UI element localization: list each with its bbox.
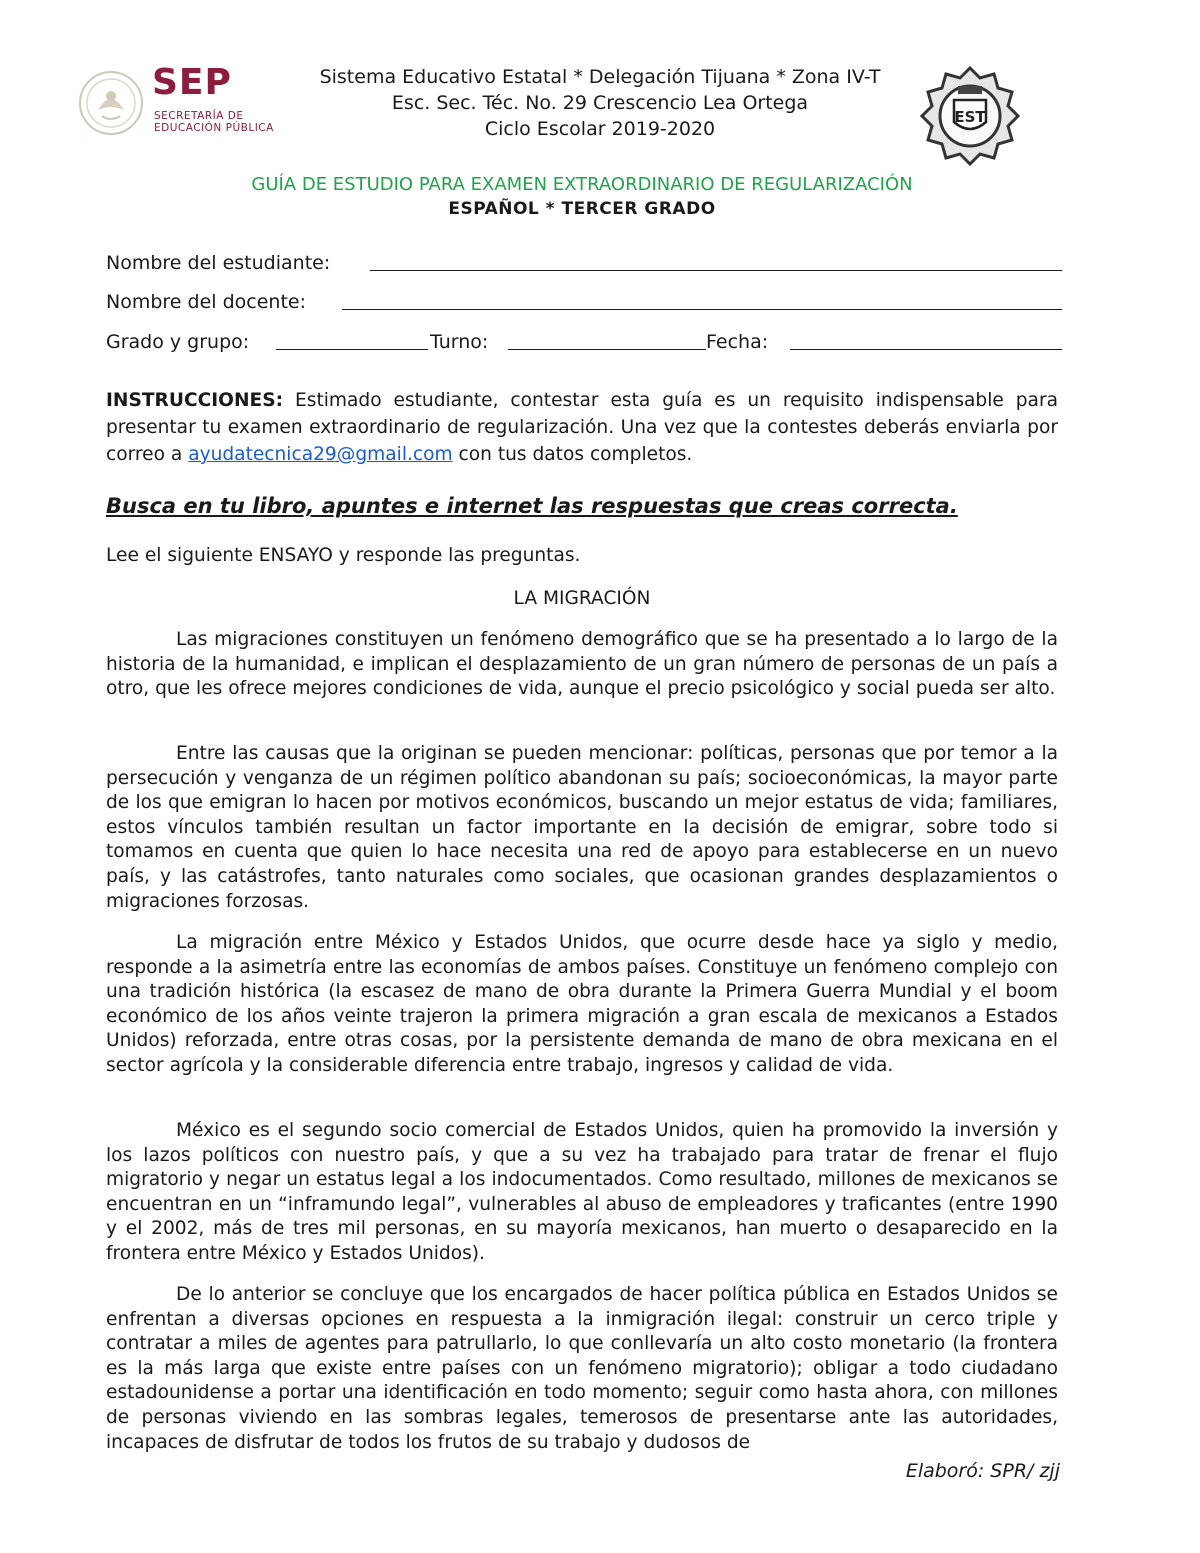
email-link[interactable]: ayudatecnica29@gmail.com (188, 444, 453, 465)
subject-heading: ESPAÑOL * TERCER GRADO (448, 199, 716, 219)
essay-paragraph-1: Las migraciones constituyen un fenómeno demográfico que se ha presentado a lo largo de la historia de la humanidad, e implican el desplazamiento de un gran número de personas de un país a otro, que les ofrece mejores condiciones de vida, aunque el precio psicológico y social pueda ser alto. (106, 629, 1058, 700)
instructions-paragraph (106, 387, 1058, 468)
school-emblem-text: EST (954, 108, 986, 126)
student-name-field[interactable] (370, 270, 1062, 271)
instructions-label: INSTRUCCIONES: (106, 390, 284, 411)
header-line-1: Sistema Educativo Estatal * Delegación Tijuana * Zona IV-T (319, 66, 881, 88)
instructions-text: Estimado estudiante, contestar esta guía es un requisito indispensable para presentar tu examen extraordinario de regularización. Una vez que la contestes deberás enviarla por correo a (106, 390, 1058, 465)
header-line-2: Esc. Sec. Téc. No. 29 Crescencio Lea Ortega (391, 92, 809, 114)
shift-field[interactable] (508, 349, 706, 350)
school-emblem-icon (918, 64, 1022, 166)
footer-author: Elaboró: SPR/ zjj (905, 1460, 1060, 1482)
header-line-3: Ciclo Escolar 2019-2020 (484, 118, 716, 140)
sep-brand: SEP (152, 62, 232, 103)
date-field[interactable] (790, 349, 1062, 350)
lead-text: Lee el siguiente ENSAYO y responde las preguntas. (106, 545, 581, 566)
instructions-text-end: con tus datos completos. (452, 444, 693, 465)
essay-paragraph-3: La migración entre México y Estados Unidos, que ocurre desde hace ya siglo y medio, responde a la asimetría entre las economías de ambos países. Constituye un fenómeno complejo con una tradición histórica (la escasez de mano de obra durante la Primera Guerra Mundial y el boom económico de los años veinte trajeron la primera migración a gran escala de mexicanos a Estados Unidos) reforzada, entre otras cosas, por la persistente demanda de mano de obra mexicana en el sector agrícola y la considerable diferencia entre trabajo, ingresos y calidad de vida. (106, 932, 1058, 1076)
group-field[interactable] (276, 349, 428, 350)
date-label: Fecha: (706, 331, 769, 353)
guide-title: GUÍA DE ESTUDIO PARA EXAMEN EXTRAORDINARIO DE REGULARIZACIÓN (251, 174, 913, 195)
student-name-label: Nombre del estudiante: (106, 252, 331, 274)
teacher-name-field[interactable] (342, 309, 1062, 310)
teacher-name-label: Nombre del docente: (106, 291, 307, 313)
essay-paragraph-4: México es el segundo socio comercial de Estados Unidos, quien ha promovido la inversión y los lazos políticos con nuestro país, y que a su vez ha trabajado para tratar de frenar el flujo migratorio y negar un estatus legal a los indocumentados. Como resultado, millones de mexicanos se encuentran en un “inframundo legal”, vulnerables al abuso de empleadores y traficantes (entre 1990 y el 2002, más de tres mil personas, en su mayoría mexicanos, han muerto o desaparecido en la frontera entre México y Estados Unidos). (106, 1120, 1058, 1264)
essay-paragraph-2: Entre las causas que la originan se pueden mencionar: políticas, personas que por temor a la persecución y venganza de un régimen político abandonan su país; socioeconómicas, la mayor parte de los que emigran lo hacen por motivos económicos, buscando un mejor estatus de vida; familiares, estos vínculos también resultan un factor importante en la decisión de emigrar, sobre todo si tomamos en cuenta que quien lo hace necesita una red de apoyo para establecerse en un nuevo país, y las catástrofes, tanto naturales como sociales, que ocasionan grandes desplazamientos o migraciones forzosas. (106, 743, 1058, 912)
essay-paragraph-5: De lo anterior se concluye que los encargados de hacer política pública en Estados Unidos se enfrentan a diversas opciones en respuesta a la inmigración ilegal: construir un cerco triple y contratar a miles de agentes para patrullarlo, lo que conllevaría un alto costo monetario (la frontera es la más larga que existe entre países con un fenómeno migratorio); obligar a todo ciudadano estadounidense a portar una identificación en todo momento; seguir como hasta ahora, con millones de personas viviendo en las sombras legales, temerosos de presentarse ante las autoridades, incapaces de disfrutar de todos los frutos de su trabajo y dudosos de (106, 1284, 1058, 1453)
essay-title: LA MIGRACIÓN (513, 588, 651, 609)
group-label: Grado y grupo: (106, 331, 250, 353)
sep-subtitle-line1: SECRETARÍA DE (154, 110, 244, 122)
emphasis-instruction: Busca en tu libro, apuntes e internet las respuestas que creas correcta. (106, 494, 958, 518)
shift-label: Turno: (430, 331, 489, 353)
sep-subtitle-line2: EDUCACIÓN PÚBLICA (154, 122, 274, 134)
